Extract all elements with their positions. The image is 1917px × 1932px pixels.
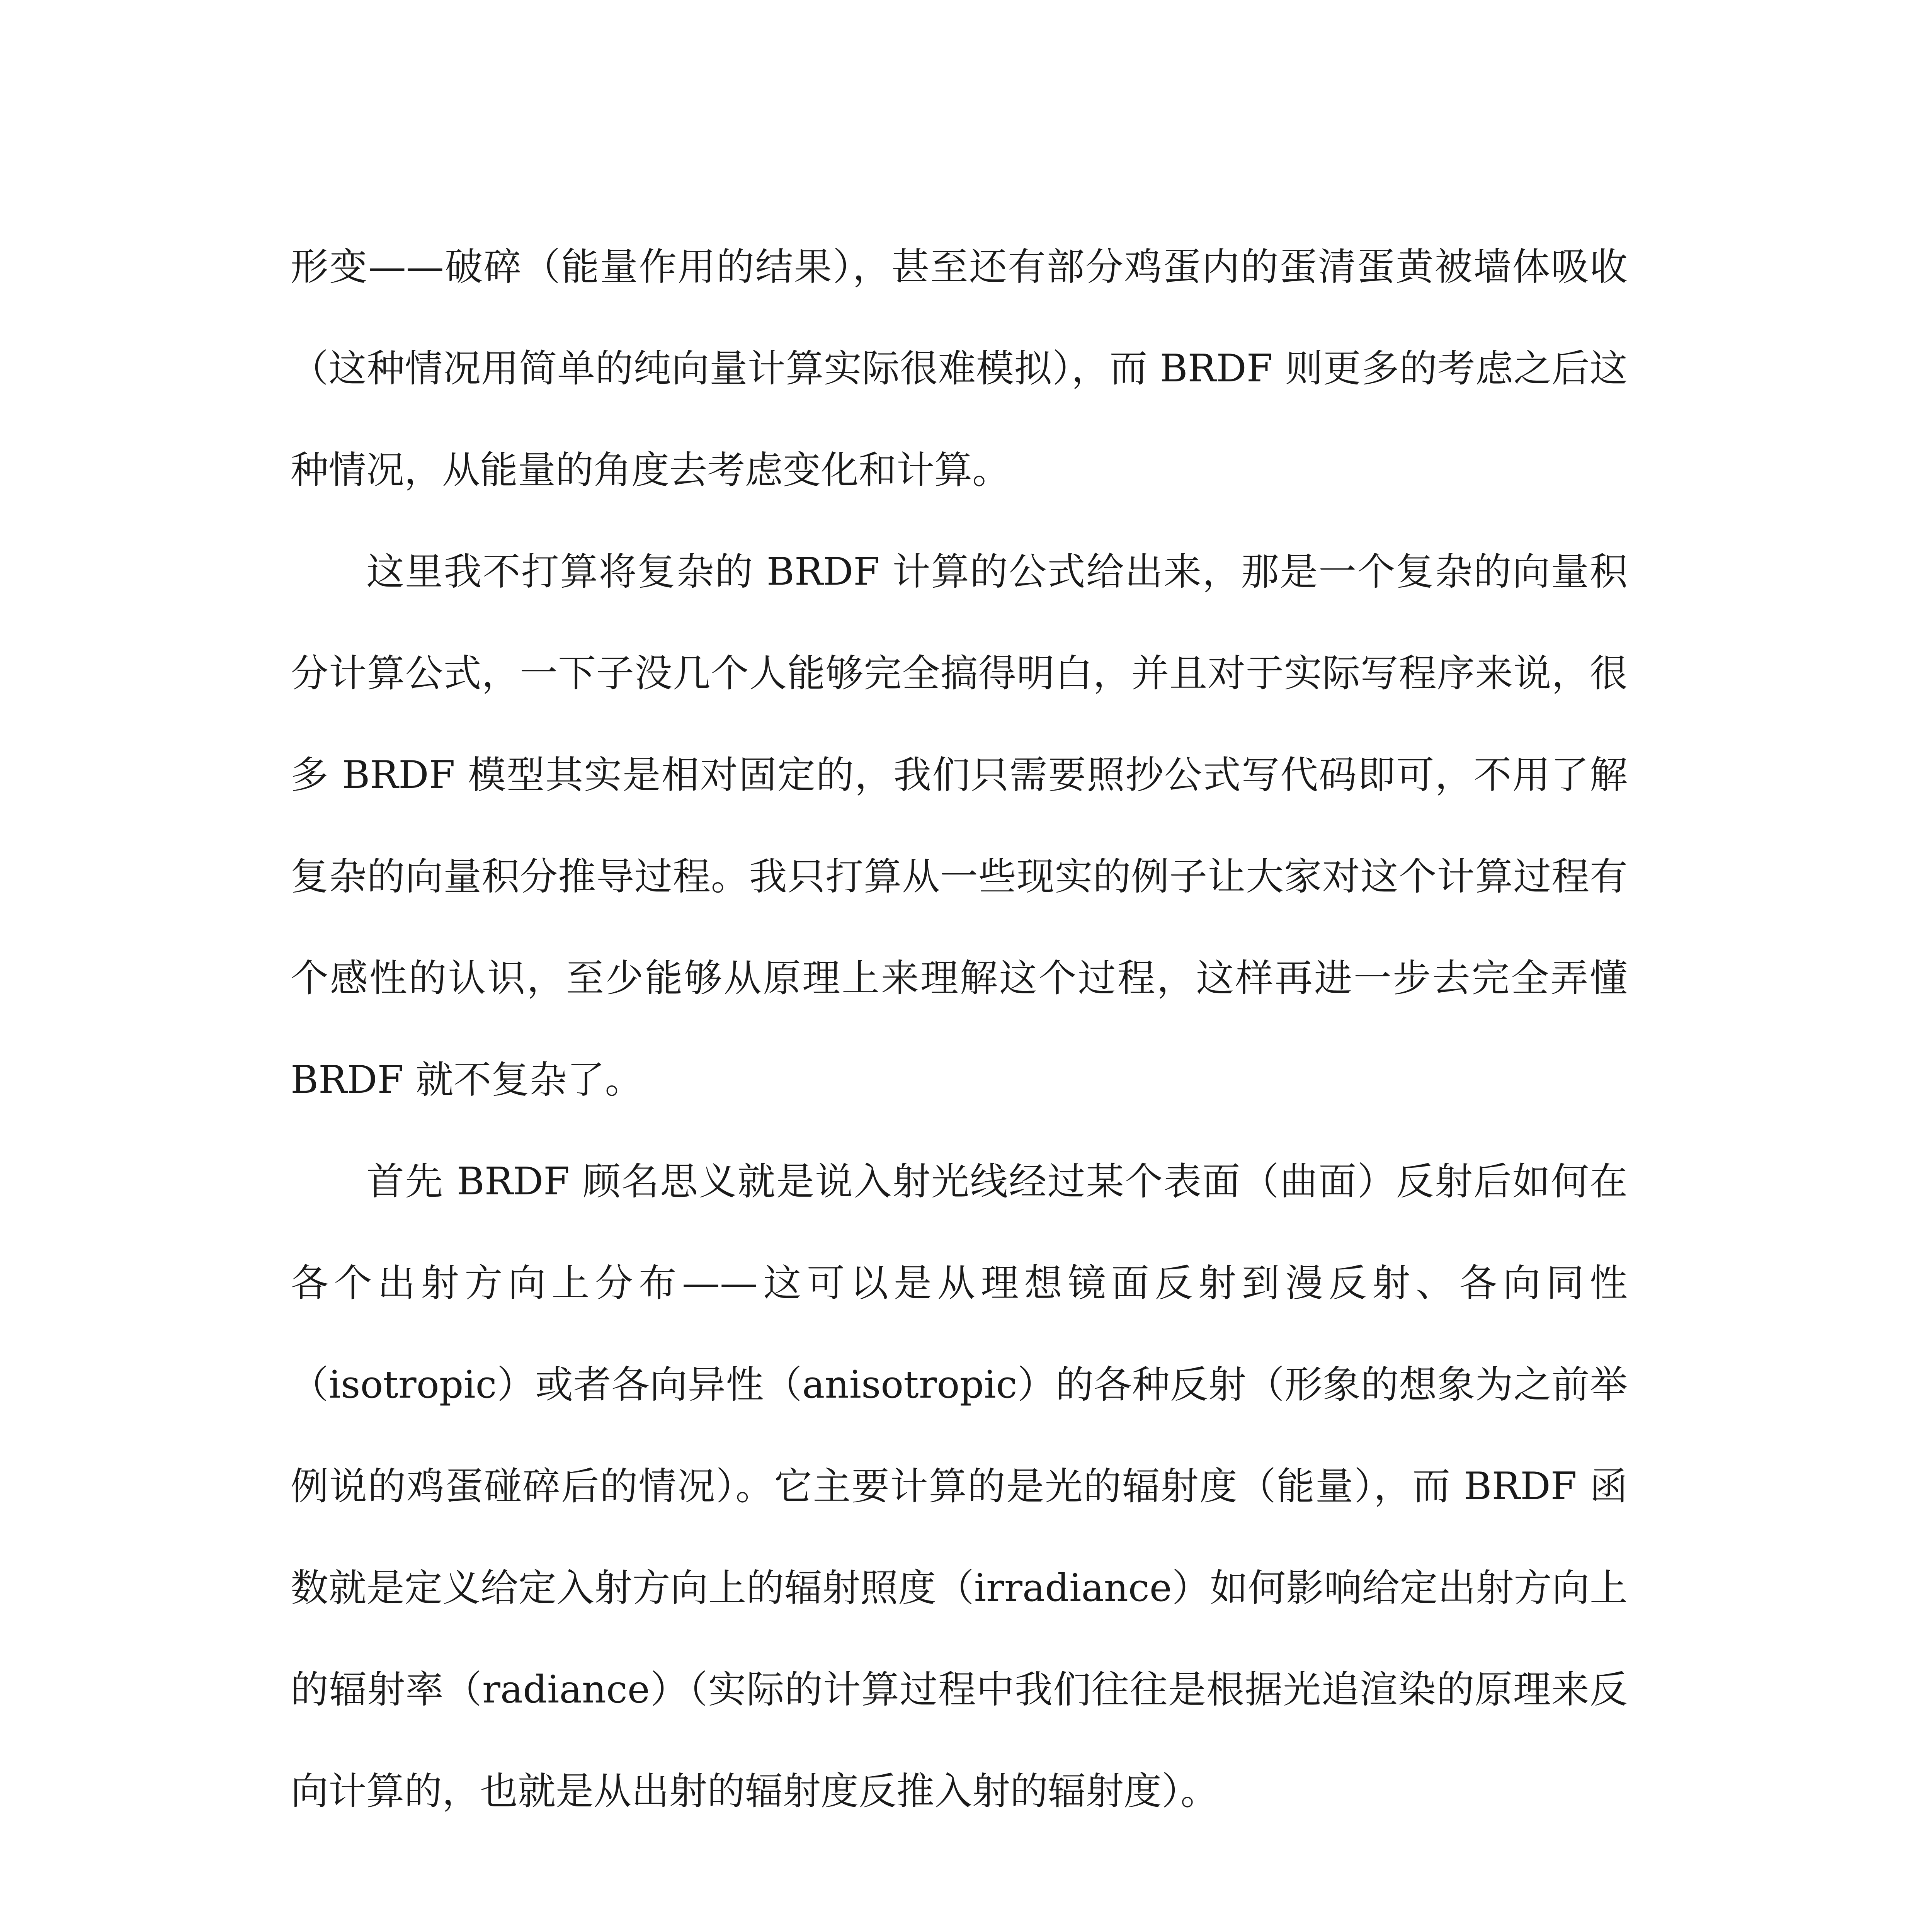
paragraph-1: 形变——破碎（能量作用的结果），甚至还有部分鸡蛋内的蛋清蛋黄被墙体吸收（这种情况用简单的纯向量计算实际很难模拟），而 BRDF 则更多的考虑之后这种情况，从能量的角度去考虑变化和计算。 <box>291 245 1628 492</box>
body-text <box>291 216 1628 1842</box>
paragraph-3: 首先 BRDF 顾名思义就是说入射光线经过某个表面（曲面）反射后如何在各个出射方向上分布——这可以是从理想镜面反射到漫反射、各向同性（isotropic）或者各向异性（anisotropic）的各种反射（形象的想象为之前举例说的鸡蛋碰碎后的情况）。它主要计算的是光的辐射度（能量），而 BRDF 函数就是定义给定入射方向上的辐射照度（irradiance）如何影响给定出射方向上的辐射率（radiance）（实际的计算过程中我们往往是根据光追渲染的原理来反向计算的，也就是从出射的辐射度反推入射的辐射度）。 <box>291 1160 1628 1813</box>
paragraph-2: 这里我不打算将复杂的 BRDF 计算的公式给出来，那是一个复杂的向量积分计算公式，一下子没几个人能够完全搞得明白，并且对于实际写程序来说，很多 BRDF 模型其实是相对固定的，我们只需要照抄公式写代码即可，不用了解复杂的向量积分推导过程。我只打算从一些现实的例子让大家对这个计算过程有个感性的认识，至少能够从原理上来理解这个过程，这样再进一步去完全弄懂 BRDF 就不复杂了。 <box>291 550 1628 1102</box>
